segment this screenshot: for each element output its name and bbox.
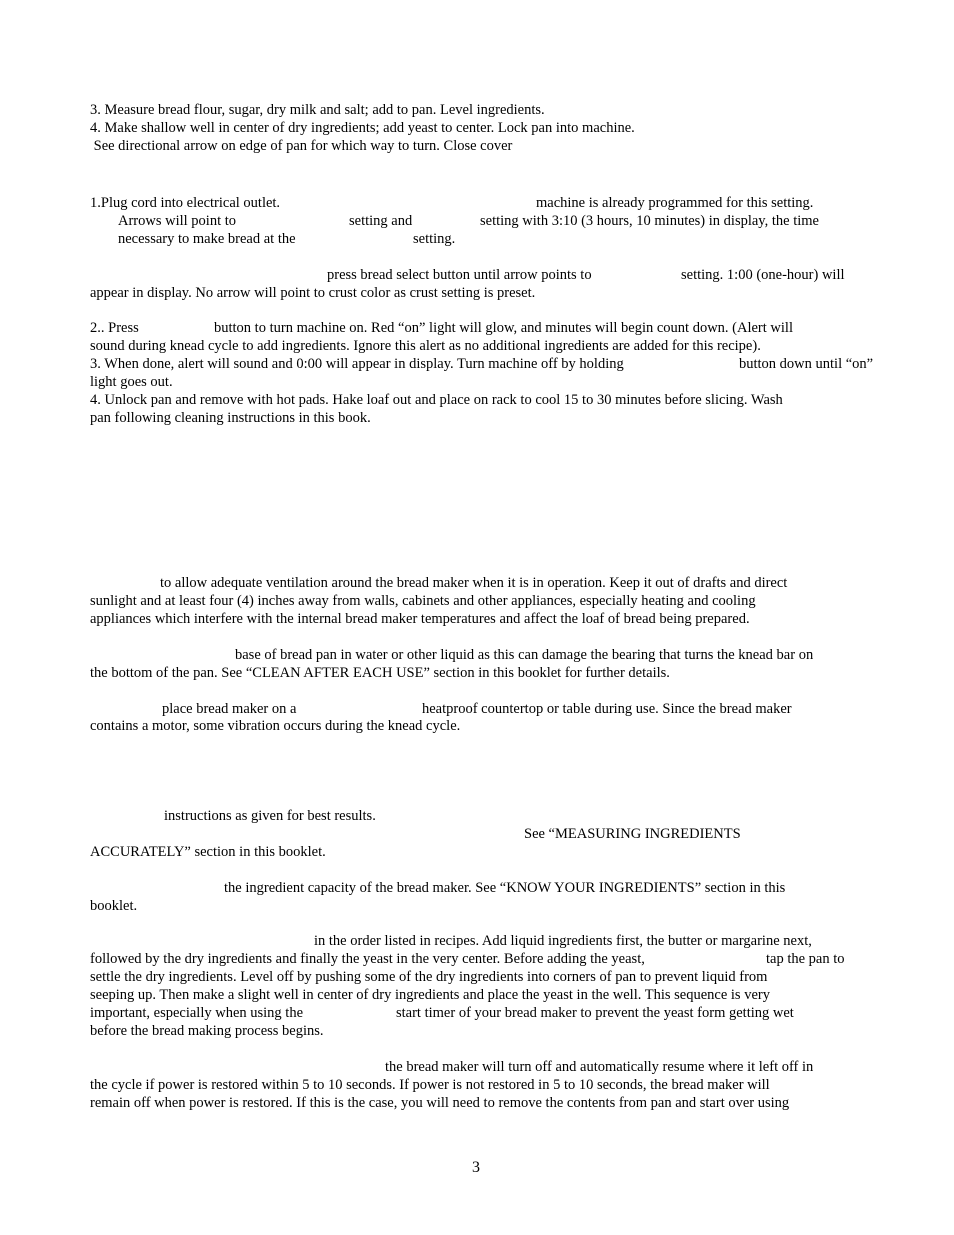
prep-step-3: 3. Measure bread flour, sugar, dry milk and salt; add to pan. Level ingredients. — [90, 102, 545, 118]
bake-step-1-f: necessary to make bread at the — [118, 231, 296, 247]
bake-step-1-g: setting. — [413, 231, 456, 247]
vent-tip-c: appliances which interfere with the internal bread maker temperatures and affect the loaf of bread being prepared. — [90, 611, 750, 627]
prep-step-4: 4. Make shallow well in center of dry ingredients; add yeast to center. Lock pan into machine. — [90, 120, 635, 136]
order-note-a: in the order listed in recipes. Add liquid ingredients first, the butter or margarine next, — [314, 933, 812, 949]
order-note-f: important, especially when using the — [90, 1005, 304, 1021]
vent-tip-a: to allow adequate ventilation around the bread maker when it is in operation. Keep it out of drafts and direct — [160, 575, 788, 591]
power-note-c: remain off when power is restored. If this is the case, you will need to remove the contents from pan and start over using — [90, 1095, 790, 1111]
bake-step-3-b: button down until “on” — [739, 356, 874, 372]
alt-setting-c: appear in display. No arrow will point to crust color as crust setting is preset. — [90, 285, 536, 301]
bake-step-3-a: 3. When done, alert will sound and 0:00 will appear in display. Turn machine off by holding — [90, 356, 624, 372]
bake-step-2-c: sound during knead cycle to add ingredients. Ignore this alert as no additional ingredients are added for this recipe). — [90, 338, 761, 354]
place-tip-a: place bread maker on a — [162, 701, 297, 717]
order-note-e: seeping up. Then make a slight well in center of dry ingredients and place the yeast in the well. This sequence is very — [90, 987, 770, 1003]
page-number: 3 — [472, 1159, 480, 1176]
bake-step-1-d: setting and — [349, 213, 413, 229]
bake-step-1-c: Arrows will point to — [118, 213, 237, 229]
power-note-a: the bread maker will turn off and automatically resume where it left off in — [385, 1059, 814, 1075]
instructions-note: instructions as given for best results. — [164, 808, 376, 824]
prep-step-4-cont: See directional arrow on edge of pan for which way to turn. Close cover — [90, 138, 513, 154]
bake-step-1-e: setting with 3:10 (3 hours, 10 minutes) in display, the time — [480, 213, 819, 229]
vent-tip-b: sunlight and at least four (4) inches away from walls, cabinets and other appliances, especially heating and cooling — [90, 593, 756, 609]
power-note-b: the cycle if power is restored within 5 to 10 seconds. If power is not restored in 5 to 10 seconds, the bread maker will — [90, 1077, 770, 1093]
alt-setting-b: setting. 1:00 (one-hour) will — [681, 267, 845, 283]
bake-step-4-b: pan following cleaning instructions in this book. — [90, 410, 371, 426]
bake-step-3-c: light goes out. — [90, 374, 173, 390]
order-note-h: before the bread making process begins. — [90, 1023, 324, 1039]
water-tip-b: the bottom of the pan. See “CLEAN AFTER EACH USE” section in this booklet for further details. — [90, 665, 670, 681]
order-note-b: followed by the dry ingredients and finally the yeast in the very center. Before adding the yeast, — [90, 951, 645, 967]
bake-step-1-b: machine is already programmed for this setting. — [536, 195, 814, 211]
bake-step-1-a: 1.Plug cord into electrical outlet. — [90, 195, 281, 211]
order-note-d: settle the dry ingredients. Level off by pushing some of the dry ingredients into corners of pan to prevent liquid from — [90, 969, 768, 985]
place-tip-c: contains a motor, some vibration occurs during the knead cycle. — [90, 718, 461, 734]
place-tip-b: heatproof countertop or table during use. Since the bread maker — [422, 701, 792, 717]
capacity-note-a: the ingredient capacity of the bread maker. See “KNOW YOUR INGREDIENTS” section in this — [224, 880, 786, 896]
bake-step-4-a: 4. Unlock pan and remove with hot pads. Hake loaf out and place on rack to cool 15 to 30 minutes before slicing. Wash — [90, 392, 783, 408]
bake-step-2-a: 2.. Press — [90, 320, 139, 336]
measure-note-a: See “MEASURING INGREDIENTS — [524, 826, 741, 842]
bake-step-2-b: button to turn machine on. Red “on” light will glow, and minutes will begin count down. (Alert will — [214, 320, 793, 336]
measure-note-b: ACCURATELY” section in this booklet. — [90, 844, 326, 860]
order-note-c: tap the pan to — [766, 951, 845, 967]
order-note-g: start timer of your bread maker to prevent the yeast form getting wet — [396, 1005, 794, 1021]
alt-setting-a: press bread select button until arrow points to — [327, 267, 592, 283]
water-tip-a: base of bread pan in water or other liquid as this can damage the bearing that turns the knead bar on — [235, 647, 814, 663]
capacity-note-b: booklet. — [90, 898, 138, 914]
